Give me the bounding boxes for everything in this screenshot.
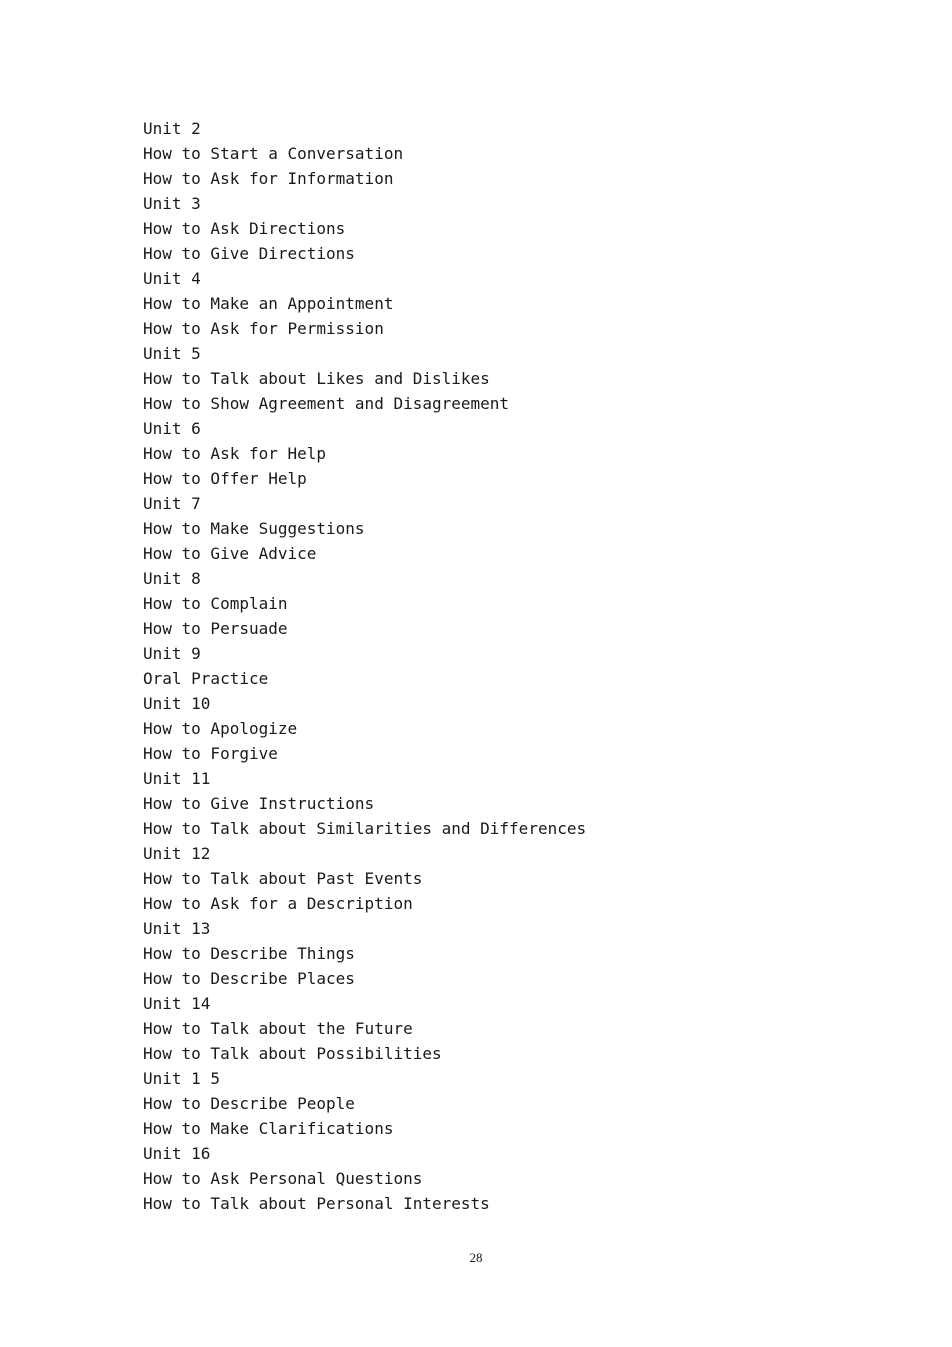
unit-heading: Unit 4 <box>143 269 201 288</box>
topic-line: How to Make an Appointment <box>143 294 394 313</box>
topic-line: How to Ask for Information <box>143 169 394 188</box>
topic-line: How to Offer Help <box>143 469 307 488</box>
topic-line: How to Give Instructions <box>143 794 375 813</box>
unit-heading: Unit 8 <box>143 569 201 588</box>
unit-heading: Unit 16 <box>143 1144 211 1163</box>
topic-line: How to Ask for a Description <box>143 894 413 913</box>
topic-line: How to Describe Places <box>143 969 355 988</box>
unit-topic-list <box>143 116 586 1216</box>
unit-heading: Unit 6 <box>143 419 201 438</box>
unit-heading: Unit 11 <box>143 769 211 788</box>
unit-heading: Unit 13 <box>143 919 211 938</box>
unit-heading: Unit 1 5 <box>143 1069 221 1088</box>
unit-heading: Unit 14 <box>143 994 211 1013</box>
topic-line: How to Persuade <box>143 619 288 638</box>
topic-line: How to Forgive <box>143 744 278 763</box>
topic-line: How to Talk about Similarities and Differences <box>143 819 587 838</box>
topic-line: How to Give Advice <box>143 544 317 563</box>
page-number: 28 <box>469 1250 483 1265</box>
topic-line: How to Start a Conversation <box>143 144 404 163</box>
unit-heading: Unit 12 <box>143 844 211 863</box>
unit-heading: Unit 2 <box>143 119 201 138</box>
topic-line: How to Talk about the Future <box>143 1019 413 1038</box>
topic-line: How to Apologize <box>143 719 298 738</box>
topic-line: How to Describe Things <box>143 944 355 963</box>
topic-line: How to Ask Personal Questions <box>143 1169 423 1188</box>
topic-line: How to Talk about Personal Interests <box>143 1194 490 1213</box>
topic-line: How to Ask Directions <box>143 219 346 238</box>
unit-heading: Unit 9 <box>143 644 201 663</box>
topic-line: How to Describe People <box>143 1094 355 1113</box>
topic-line: How to Ask for Help <box>143 444 327 463</box>
topic-line: How to Complain <box>143 594 288 613</box>
topic-line: How to Make Suggestions <box>143 519 365 538</box>
unit-heading: Unit 10 <box>143 694 211 713</box>
topic-line: How to Talk about Likes and Dislikes <box>143 369 490 388</box>
topic-line: How to Ask for Permission <box>143 319 384 338</box>
topic-line: How to Talk about Past Events <box>143 869 423 888</box>
unit-heading: Unit 7 <box>143 494 201 513</box>
topic-line: How to Give Directions <box>143 244 355 263</box>
unit-heading: Unit 3 <box>143 194 201 213</box>
topic-line: How to Show Agreement and Disagreement <box>143 394 510 413</box>
topic-line: Oral Practice <box>143 669 269 688</box>
topic-line: How to Make Clarifications <box>143 1119 394 1138</box>
topic-line: How to Talk about Possibilities <box>143 1044 442 1063</box>
unit-heading: Unit 5 <box>143 344 201 363</box>
